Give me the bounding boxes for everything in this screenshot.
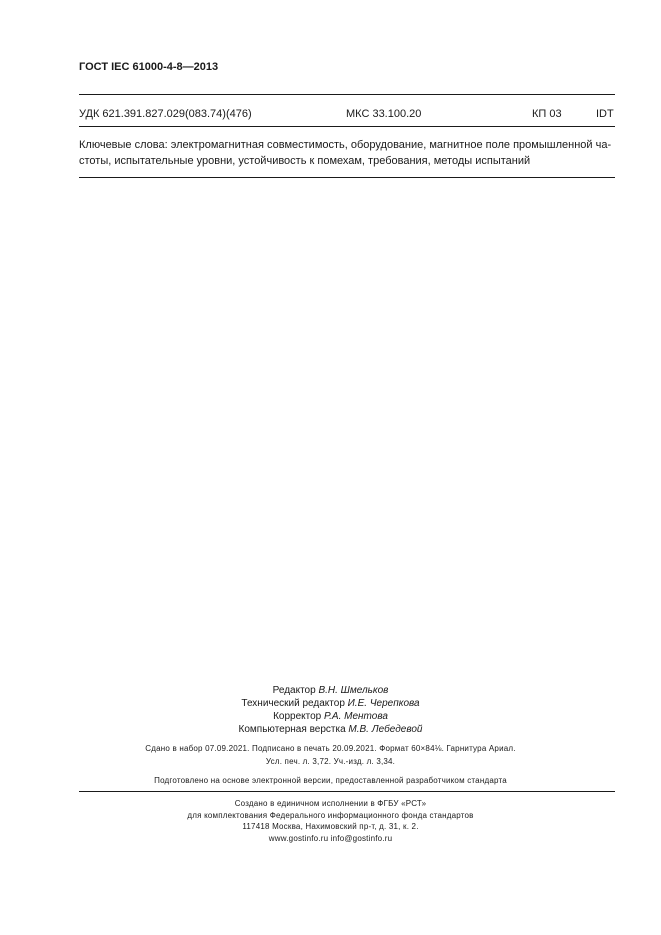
publisher-line-2: для комплектования Федерального информационного фонда стандартов (187, 810, 474, 820)
print-info-line-2: Усл. печ. л. 3,72. Уч.-изд. л. 3,34. (265, 756, 396, 766)
idt-code: IDT (596, 108, 614, 120)
kp-code: КП 03 (532, 108, 562, 120)
credit-role: Редактор (272, 685, 319, 696)
keywords-divider (79, 177, 615, 178)
credit-person: Р.А. Ментова (324, 711, 388, 722)
publisher-line-1: Создано в единичном исполнении в ФГБУ «РСТ» (234, 799, 427, 808)
udk-code: УДК 621.391.827.029(083.74)(476) (79, 108, 252, 120)
keywords-line-2: стоты, испытательные уровни, устойчивость к помехам, требования, методы испытаний (79, 155, 531, 167)
credit-role: Компьютерная верстка (238, 724, 349, 735)
publisher-contacts: www.gostinfo.ru info@gostinfo.ru (268, 833, 393, 843)
credit-corrector (0, 710, 661, 723)
meta-divider (79, 126, 615, 127)
print-info (0, 743, 661, 768)
credit-person: В.Н. Шмельков (318, 685, 389, 696)
credit-editor (0, 684, 661, 697)
credits-block (0, 684, 661, 736)
mks-code: МКС 33.100.20 (346, 108, 422, 120)
keywords-block (79, 137, 615, 169)
publisher-line-3: 117418 Москва, Нахимовский пр-т, д. 31, к. 2. (242, 822, 419, 831)
credit-role: Технический редактор (241, 698, 348, 709)
print-info-line-1: Сдано в набор 07.09.2021. Подписано в печать 20.09.2021. Формат 60×84⅛. Гарнитура Ариал. (145, 744, 516, 753)
prepared-note: Подготовлено на основе электронной версии, предоставленной разработчиком стандарта (154, 776, 507, 785)
credit-tech-editor (0, 697, 661, 710)
top-divider (79, 94, 615, 95)
credit-role: Корректор (273, 711, 325, 722)
keywords-line-1: Ключевые слова: электромагнитная совместимость, оборудование, магнитное поле промышленной ча- (79, 139, 612, 151)
credit-person: М.В. Лебедевой (348, 724, 423, 735)
publisher-divider (79, 791, 615, 792)
document-code: ГОСТ IEC 61000-4-8—2013 (79, 61, 219, 73)
publisher-block (0, 798, 661, 844)
credit-person: И.Е. Черепкова (347, 698, 420, 709)
credit-layout (0, 723, 661, 736)
